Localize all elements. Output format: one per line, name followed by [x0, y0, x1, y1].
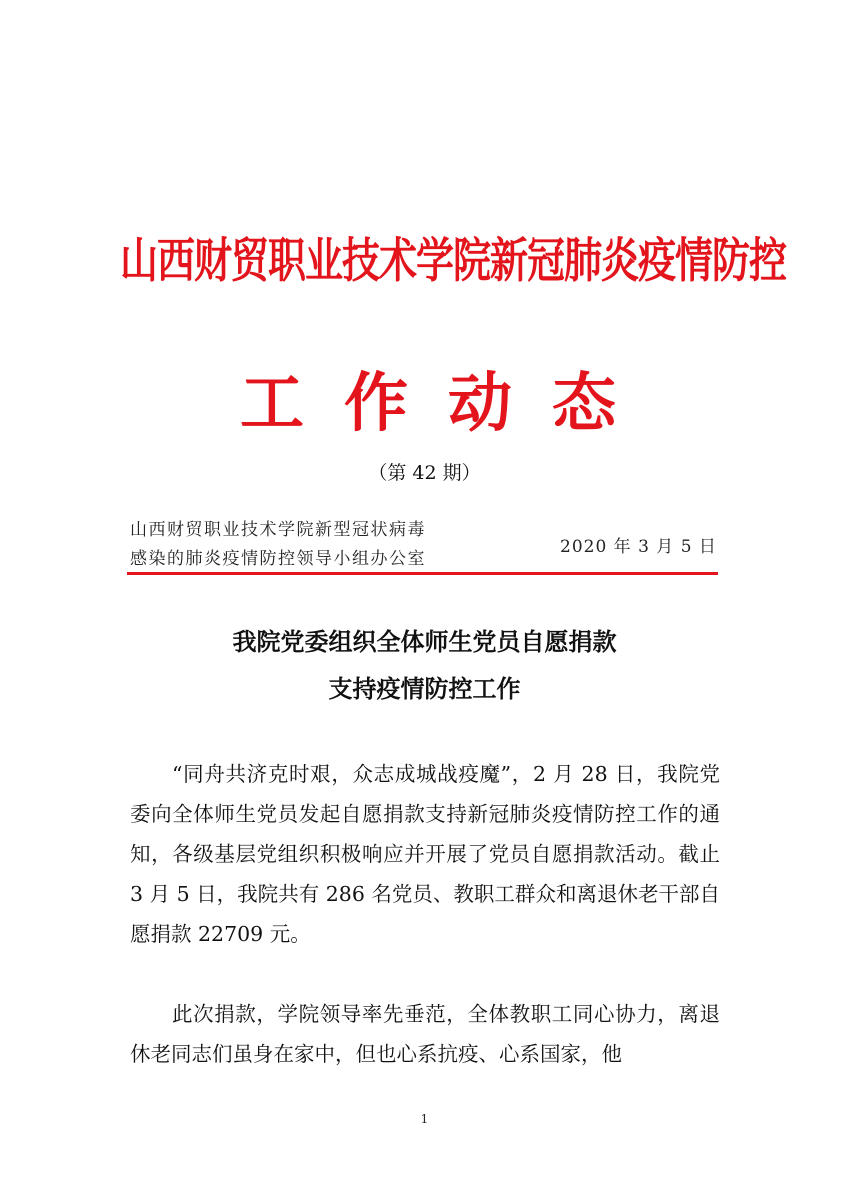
masthead-title: 山西财贸职业技术学院新冠肺炎疫情防控: [120, 233, 787, 289]
issuer-line-1: 山西财贸职业技术学院新型冠状病毒: [130, 520, 426, 540]
headline-line-2: 支持疫情防控工作: [328, 674, 521, 703]
page-number: 1: [420, 1112, 429, 1126]
masthead-subtitle: 工作动态: [240, 366, 656, 441]
red-divider: [127, 572, 718, 575]
paragraph-2: 此次捐款，学院领导率先垂范，全体教职工同心协力，离退休老同志们虽身在家中，但也心系抗疫、心系国家，他: [130, 1002, 720, 1066]
issuer-line-2: 感染的肺炎疫情防控领导小组办公室: [130, 549, 426, 569]
issuer: [130, 516, 426, 574]
paragraph-1: “同舟共济克时艰，众志成城战疫魔”，2 月 28 日，我院党委向全体师生党员发起自愿捐款支持新冠肺炎疫情防控工作的通知，各级基层党组织积极响应并开展了党员自愿捐款活动。截止 3 月 5 日，我院共有 286 名党员、教职工群众和离退休老干部自愿捐款 22709 元。: [130, 762, 720, 946]
issue-date: 2020 年 3 月 5 日: [560, 537, 717, 557]
headline-line-1: 我院党委组织全体师生党员自愿捐款: [232, 627, 617, 656]
issue-number: （第 42 期）: [368, 462, 481, 484]
